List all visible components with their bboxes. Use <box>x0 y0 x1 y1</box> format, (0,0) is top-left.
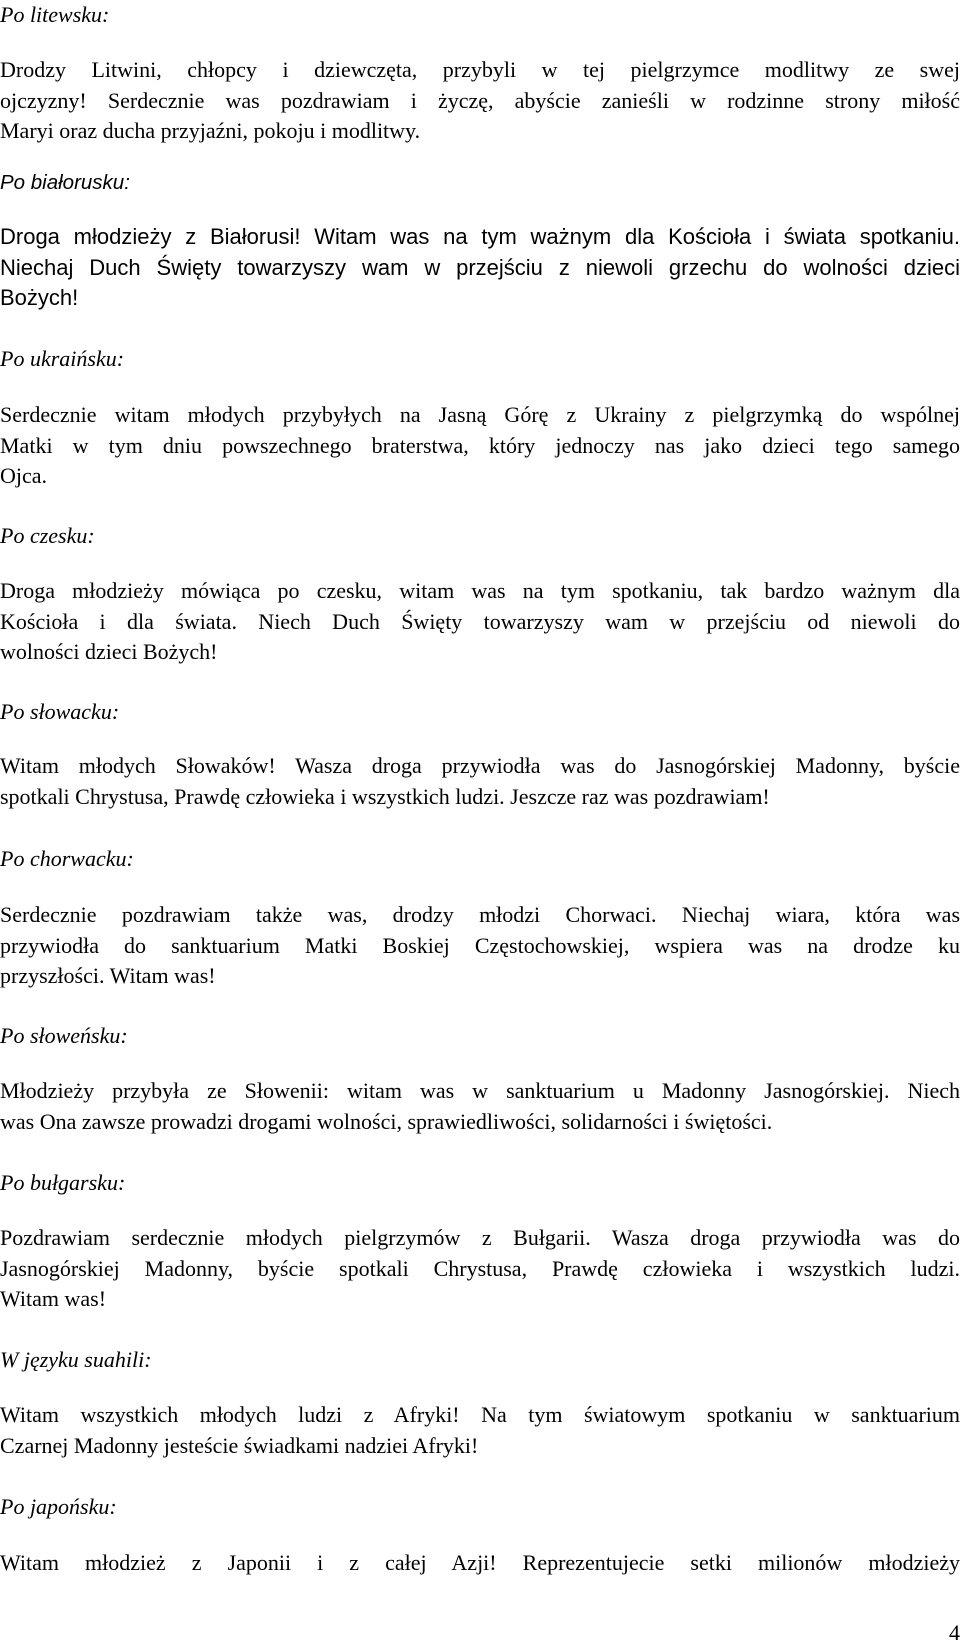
section-body <box>0 1400 960 1461</box>
section-heading: Po słowacku: <box>0 699 120 724</box>
section-swahili <box>0 1346 960 1461</box>
text-line: Drodzy Litwini, chłopcy i dziewczęta, przybyli w tej pielgrzymce modlitwy ze swej <box>0 57 960 82</box>
text-line: Bożych! <box>0 285 79 310</box>
text-line: Droga młodzieży z Białorusi! Witam was na tym ważnym dla Kościoła i świata spotkaniu. <box>0 224 960 249</box>
section-heading: Po białorusku: <box>0 171 130 194</box>
text-line: Witam młodzież z Japonii i z całej Azji! Reprezentujecie setki milionów młodzieży <box>0 1550 960 1575</box>
text-line: Matki w tym dniu powszechnego braterstwa, który jednoczy nas jako dzieci tego samego <box>0 432 960 458</box>
text-line: Jasnogórskiej Madonny, byście spotkali Chrystusa, Prawdę człowieka i wszystkich ludzi. <box>0 1255 960 1281</box>
section-body <box>0 1223 960 1315</box>
section-slovenian <box>0 1022 960 1137</box>
section-lithuanian <box>0 1 960 147</box>
text-line: Kościoła i dla świata. Niech Duch Święty towarzyszy wam w przejściu od niewoli do <box>0 608 960 634</box>
section-heading: W języku suahili: <box>0 1347 152 1372</box>
text-line: przywiodła do sanktuarium Matki Boskiej Częstochowskiej, wspiera was na drodze ku <box>0 932 960 958</box>
text-line: Młodzieży przybyła ze Słowenii: witam was w sanktuarium u Madonny Jasnogórskiej. Niech <box>0 1078 960 1103</box>
text-line: Witam młodych Słowaków! Wasza droga przywiodła was do Jasnogórskiej Madonny, byście <box>0 753 960 778</box>
section-body <box>0 55 960 147</box>
section-japanese <box>0 1493 960 1579</box>
text-line: przyszłości. Witam was! <box>0 963 216 988</box>
section-heading: Po czesku: <box>0 523 95 548</box>
text-line: wolności dzieci Bożych! <box>0 639 218 664</box>
text-line: Droga młodzieży mówiąca po czesku, witam was na tym spotkaniu, tak bardzo ważnym dla <box>0 578 960 603</box>
section-czech <box>0 522 960 668</box>
section-body <box>0 1076 960 1137</box>
section-heading: Po ukraińsku: <box>0 346 125 371</box>
text-line: Czarnej Madonny jesteście świadkami nadziei Afryki! <box>0 1432 479 1458</box>
section-body <box>0 900 960 992</box>
section-croatian <box>0 845 960 992</box>
text-line: Niechaj Duch Święty towarzyszy wam w przejściu z niewoli grzechu do wolności dzieci <box>0 254 960 280</box>
section-heading: Po bułgarsku: <box>0 1170 126 1195</box>
text-line: Pozdrawiam serdecznie młodych pielgrzymów z Bułgarii. Wasza droga przywiodła was do <box>0 1225 960 1250</box>
text-line: Serdecznie witam młodych przybyłych na Jasną Górę z Ukrainy z pielgrzymką do wspólnej <box>0 402 960 427</box>
section-bulgarian <box>0 1169 960 1315</box>
section-heading: Po japońsku: <box>0 1494 117 1519</box>
text-line: Witam wszystkich młodych ludzi z Afryki! Na tym światowym spotkaniu w sanktuarium <box>0 1402 960 1427</box>
section-body <box>0 751 960 812</box>
section-heading: Po litewsku: <box>0 2 110 27</box>
text-line: Serdecznie pozdrawiam także was, drodzy młodzi Chorwaci. Niechaj wiara, która was <box>0 902 960 927</box>
section-body <box>0 222 960 314</box>
text-line: Maryi oraz ducha przyjaźni, pokoju i modlitwy. <box>0 118 421 143</box>
text-line: Witam was! <box>0 1286 107 1311</box>
section-body <box>0 1548 960 1579</box>
section-heading: Po chorwacku: <box>0 846 134 871</box>
section-belarusian <box>0 169 960 314</box>
text-line: ojczyzny! Serdecznie was pozdrawiam i życzę, abyście zanieśli w rodzinne strony miłość <box>0 87 960 113</box>
text-line: Ojca. <box>0 463 48 488</box>
text-line: spotkali Chrystusa, Prawdę człowieka i wszystkich ludzi. Jeszcze raz was pozdrawiam! <box>0 783 770 809</box>
section-body <box>0 400 960 492</box>
section-ukrainian <box>0 345 960 492</box>
page-number: 4 <box>949 1620 960 1645</box>
text-line: was Ona zawsze prowadzi drogami wolności, sprawiedliwości, solidarności i świętości. <box>0 1108 773 1134</box>
section-slovak <box>0 698 960 812</box>
section-heading: Po słoweńsku: <box>0 1023 128 1048</box>
section-body <box>0 576 960 668</box>
